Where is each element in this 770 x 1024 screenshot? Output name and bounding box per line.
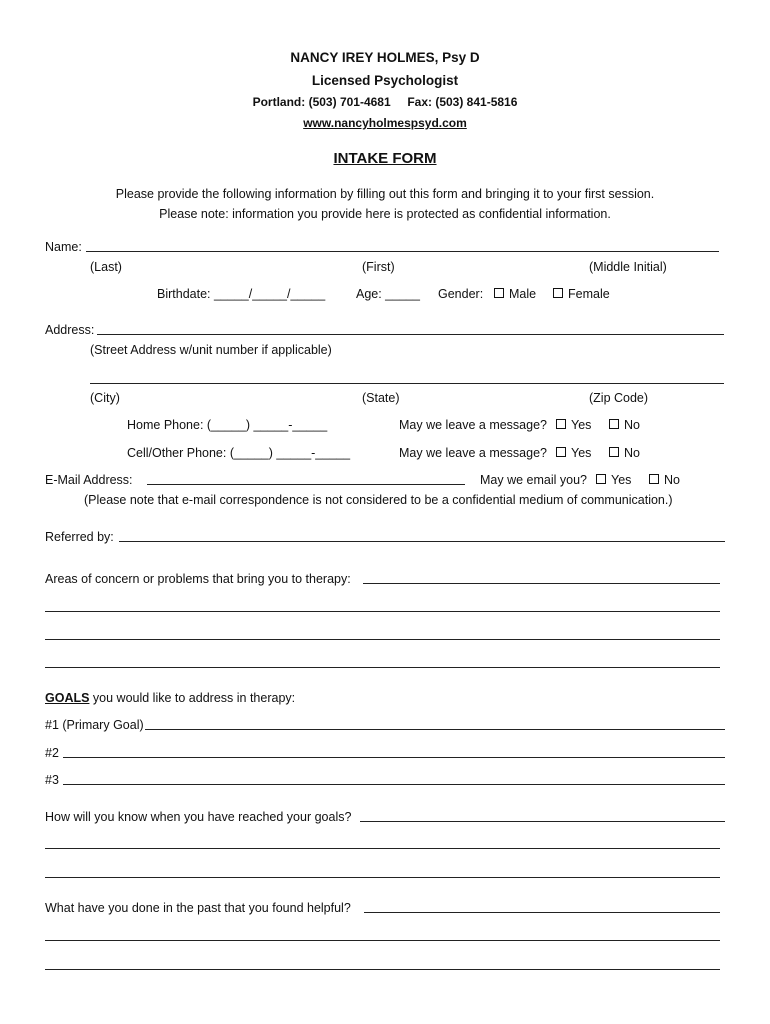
form-title: INTAKE FORM [333,150,437,167]
email-no[interactable] [649,473,680,487]
email-question: May we email you? [480,473,587,487]
email-yes[interactable] [596,473,631,487]
email-field[interactable] [147,484,465,485]
cell-message-no[interactable] [609,446,640,460]
gender-label: Gender: [438,287,484,301]
yes-label: Yes [611,473,632,487]
helpful-field-2[interactable] [45,940,720,941]
phone-number: Portland: (503) 701-4681 [252,95,391,109]
goal-3-field[interactable] [63,784,725,785]
no-label: No [624,446,640,460]
reached-goals-field-3[interactable] [45,877,720,878]
checkbox-icon[interactable] [596,474,606,484]
state-caption: (State) [362,391,400,405]
last-name-caption: (Last) [90,260,122,274]
yes-label: Yes [571,446,592,460]
referred-label: Referred by: [45,530,114,544]
home-phone-field[interactable]: Home Phone: (_____) _____-_____ [127,418,328,432]
checkbox-icon[interactable] [553,288,563,298]
helpful-label: What have you done in the past that you found helpful? [45,901,351,915]
yes-label: Yes [571,418,592,432]
website-link[interactable]: www.nancyholmespsyd.com [303,116,467,130]
goals-heading-rest: you would like to address in therapy: [89,691,296,705]
name-field[interactable] [86,251,719,252]
intro-text-1: Please provide the following information by filling out this form and bringing it to your first session. [115,187,655,201]
goal-2-label: #2 [45,746,59,760]
home-message-question: May we leave a message? [399,418,547,432]
fax-number: Fax: (503) 841-5816 [407,95,518,109]
cell-message-question: May we leave a message? [399,446,547,460]
concerns-field-1[interactable] [363,583,720,584]
birthdate-field[interactable]: Birthdate: _____/_____/_____ [157,287,326,301]
goals-heading [45,691,295,705]
checkbox-icon[interactable] [556,419,566,429]
home-message-yes[interactable] [556,418,591,432]
no-label: No [664,473,680,487]
city-caption: (City) [90,391,120,405]
practitioner-name: NANCY IREY HOLMES, Psy D [290,50,480,65]
intro-text-2: Please note: information you provide here is protected as confidential information. [159,207,611,221]
no-label: No [624,418,640,432]
concerns-field-2[interactable] [45,611,720,612]
street-address-field[interactable] [97,334,724,335]
middle-initial-caption: (Middle Initial) [589,260,667,274]
gender-female-option[interactable] [553,287,610,301]
email-note: (Please note that e-mail correspondence is not considered to be a confidential medium of communication.) [84,493,673,507]
concerns-field-4[interactable] [45,667,720,668]
male-label: Male [509,287,537,301]
goal-2-field[interactable] [63,757,725,758]
reached-goals-field-2[interactable] [45,848,720,849]
goals-word: GOALS [45,691,90,705]
helpful-field-3[interactable] [45,969,720,970]
address-label: Address: [45,323,95,337]
city-state-zip-field[interactable] [90,383,724,384]
age-field[interactable]: Age: _____ [356,287,420,301]
first-name-caption: (First) [362,260,395,274]
concerns-label: Areas of concern or problems that bring you to therapy: [45,572,351,586]
checkbox-icon[interactable] [649,474,659,484]
zip-caption: (Zip Code) [589,391,649,405]
cell-message-yes[interactable] [556,446,591,460]
gender-male-option[interactable] [494,287,536,301]
checkbox-icon[interactable] [494,288,504,298]
referred-field[interactable] [119,541,725,542]
reached-goals-field-1[interactable] [360,821,725,822]
female-label: Female [568,287,610,301]
cell-phone-field[interactable]: Cell/Other Phone: (_____) _____-_____ [127,446,351,460]
helpful-field-1[interactable] [364,912,720,913]
email-label: E-Mail Address: [45,473,133,487]
contact-line [0,95,770,109]
concerns-field-3[interactable] [45,639,720,640]
street-address-caption: (Street Address w/unit number if applicable) [90,343,332,357]
goal-1-label: #1 (Primary Goal) [45,718,144,732]
home-message-no[interactable] [609,418,640,432]
practitioner-title: Licensed Psychologist [311,73,459,88]
name-label: Name: [45,240,82,254]
goal-3-label: #3 [45,773,59,787]
reached-goals-label: How will you know when you have reached your goals? [45,810,352,824]
goal-1-field[interactable] [145,729,725,730]
checkbox-icon[interactable] [609,419,619,429]
checkbox-icon[interactable] [556,447,566,457]
checkbox-icon[interactable] [609,447,619,457]
